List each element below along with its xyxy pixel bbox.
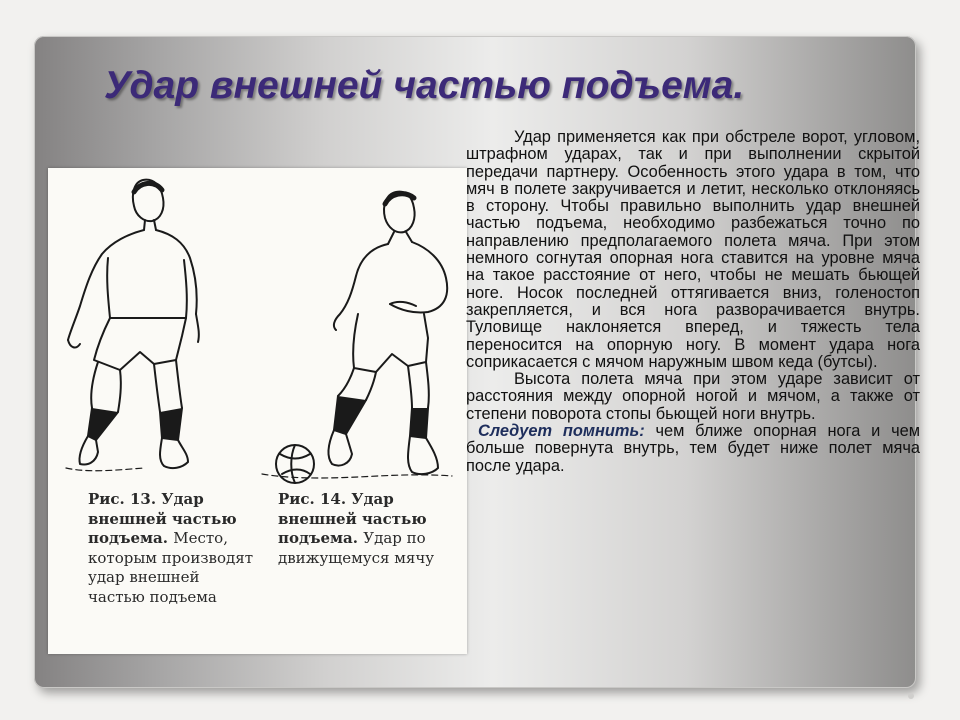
caption-figure-14: [278, 490, 456, 568]
caption-figure-13-title: Рис. 13. Удар внешней частью подъема.: [88, 490, 237, 547]
caption-figure-13: [88, 490, 258, 607]
body-text: [466, 129, 920, 475]
player-figure-13: [66, 180, 199, 471]
caption-figure-13-text: Место, которым производят удар внешней частью подъема: [88, 529, 253, 606]
corner-marker: [908, 693, 914, 699]
paragraph-ball-height: Высота полета мяча при этом ударе зависит от расстояния между опорной ногой и мячом, а также от степени поворота стопы бьющей ноги внутрь.: [466, 370, 920, 423]
slide-title: Удар внешней частью подъема.: [104, 64, 745, 107]
paragraph-technique: Удар применяется как при обстреле ворот, угловом, штрафном ударах, так и при выполнении скрытой передачи партнеру. Особенность этого удара в том, что мяч в полете закручивается и летит, несколько отклоняясь в сторону. Чтобы правильно выполнить удар внешней частью подъема, необходимо разбежаться точно по направлению предполагаемого полета мяча. При этом немного согнутая опорная нога ставится на уровне мяча на такое расстояние от него, чтобы не мешать бьющей ноге. Носок последней оттягивается вниз, голеностоп закрепляется, и вся нога разворачивается внутрь. Туловище наклоняется вперед, и тяжесть тела переносится на опорную ногу. В момент удара нога соприкасается с мячом наружным швом кеда (бутсы).: [466, 128, 920, 371]
paragraph-note: [466, 423, 920, 475]
player-figure-14: [262, 192, 452, 483]
note-text: чем ближе опорная нога и чем больше повернута внутрь, тем будет ниже полет мяча после удара.: [466, 422, 920, 475]
note-lead: Следует помнить:: [478, 422, 645, 441]
caption-figure-14-title: Рис. 14. Удар внешней частью подъема.: [278, 490, 427, 547]
slide: [34, 36, 920, 688]
illustration-panel: [48, 168, 467, 654]
caption-figure-14-text: Удар по движущемуся мячу: [278, 529, 435, 567]
